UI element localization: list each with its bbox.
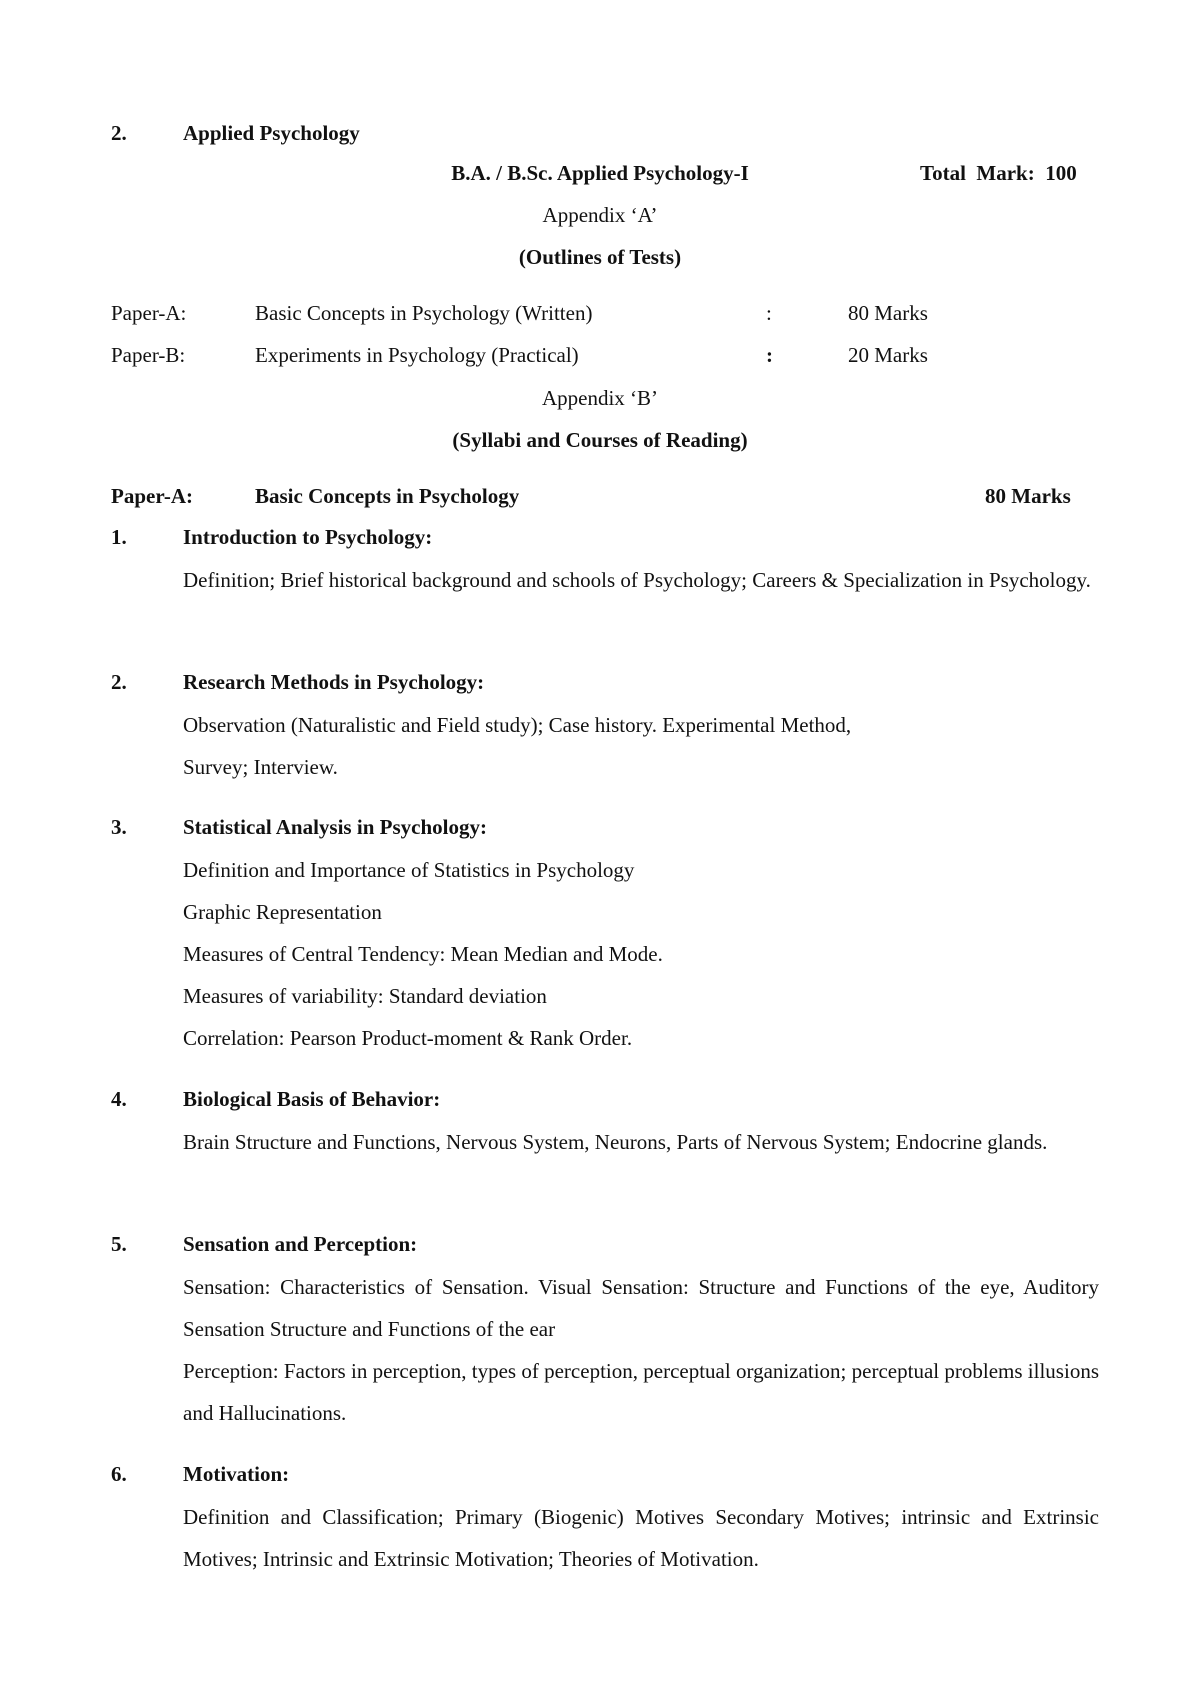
test-row-marks: 80 Marks bbox=[848, 301, 928, 325]
test-row-separator: : bbox=[766, 343, 773, 367]
topic-text: Perception: Factors in perception, types of perception, perceptual organization; perceptual problems illusions and Hallucinations. bbox=[183, 1359, 1099, 1425]
topic-number: 5. bbox=[111, 1232, 127, 1256]
topic-number: 2. bbox=[111, 670, 127, 694]
test-row-paper: Paper-A: bbox=[111, 301, 187, 325]
test-row-name: Basic Concepts in Psychology (Written) bbox=[255, 301, 593, 325]
topic-title: Introduction to Psychology: bbox=[183, 525, 433, 549]
test-row-separator: : bbox=[766, 301, 772, 325]
paper-a-label: Paper-A: bbox=[111, 484, 194, 508]
topic-text: Measures of variability: Standard deviation bbox=[183, 984, 547, 1008]
topic-title: Statistical Analysis in Psychology: bbox=[183, 815, 487, 839]
topic-text: Brain Structure and Functions, Nervous System, Neurons, Parts of Nervous System; Endocrine glands. bbox=[183, 1130, 1048, 1154]
paper-a-title: Basic Concepts in Psychology bbox=[255, 484, 520, 508]
topic-title: Biological Basis of Behavior: bbox=[183, 1087, 441, 1111]
topic-title: Motivation: bbox=[183, 1462, 290, 1486]
topic-text: Sensation: Characteristics of Sensation. Visual Sensation: Structure and Functions of the eye, Auditory Sensation Structure and Functions of the ear bbox=[183, 1275, 1099, 1341]
appendix-b-title: Appendix ‘B’ bbox=[541, 386, 659, 410]
paper-a-marks: 80 Marks bbox=[985, 484, 1071, 508]
topic-number: 3. bbox=[111, 815, 127, 839]
test-row-paper: Paper-B: bbox=[111, 343, 186, 367]
topic-text: Measures of Central Tendency: Mean Median and Mode. bbox=[183, 942, 663, 966]
topic-text: Definition and Importance of Statistics in Psychology bbox=[183, 858, 635, 882]
course-title: B.A. / B.Sc. Applied Psychology-I bbox=[451, 161, 749, 185]
topic-number: 4. bbox=[111, 1087, 127, 1111]
topic-text: Survey; Interview. bbox=[183, 755, 338, 779]
topic-number: 1. bbox=[111, 525, 127, 549]
topic-title: Research Methods in Psychology: bbox=[183, 670, 485, 694]
topic-text: Graphic Representation bbox=[183, 900, 382, 924]
section-number: 2. bbox=[111, 121, 127, 145]
test-row-name: Experiments in Psychology (Practical) bbox=[255, 343, 579, 367]
topic-text: Correlation: Pearson Product-moment & Rank Order. bbox=[183, 1026, 633, 1050]
topic-text: Observation (Naturalistic and Field study); Case history. Experimental Method, bbox=[183, 713, 852, 737]
topic-text: Definition and Classification; Primary (Biogenic) Motives Secondary Motives; intrinsic and Extrinsic Motives; Intrinsic and Extrinsic Motivation; Theories of Motivation. bbox=[183, 1505, 1099, 1571]
topic-title: Sensation and Perception: bbox=[183, 1232, 418, 1256]
test-row-marks: 20 Marks bbox=[848, 343, 928, 367]
section-title: Applied Psychology bbox=[183, 121, 360, 145]
topic-text: Definition; Brief historical background and schools of Psychology; Careers & Specialization in Psychology. bbox=[183, 568, 1091, 592]
appendix-b-subtitle: (Syllabi and Courses of Reading) bbox=[452, 428, 748, 452]
topic-number: 6. bbox=[111, 1462, 127, 1486]
appendix-a-subtitle: (Outlines of Tests) bbox=[518, 245, 682, 269]
appendix-a-title: Appendix ‘A’ bbox=[542, 203, 658, 227]
total-marks: Total Mark: 100 bbox=[920, 161, 1077, 185]
